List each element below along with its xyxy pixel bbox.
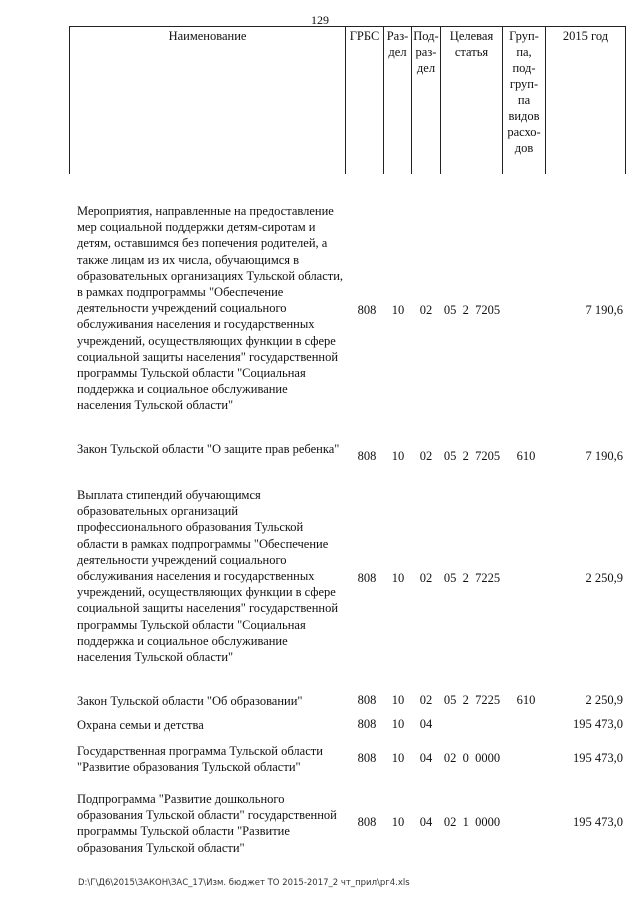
row-razdel: 10 bbox=[391, 693, 405, 707]
row-name: Закон Тульской области "Об образовании" bbox=[77, 694, 303, 708]
row-podrazdel: 02 bbox=[419, 571, 433, 585]
row-razdel: 10 bbox=[391, 717, 405, 731]
header-year: 2015 год bbox=[545, 26, 626, 174]
header-group: Груп- па, под- груп- па видов расхо- дов bbox=[502, 26, 545, 174]
header-name: Наименование bbox=[69, 26, 345, 174]
row-podrazdel: 02 bbox=[419, 693, 433, 707]
row-amount: 195 473,0 bbox=[573, 751, 623, 765]
row-amount: 195 473,0 bbox=[573, 815, 623, 829]
row-target: 05 2 7205 bbox=[443, 303, 501, 317]
page-number: 129 bbox=[311, 13, 329, 27]
row-podrazdel: 02 bbox=[419, 449, 433, 463]
row-name: Охрана семьи и детства bbox=[77, 718, 204, 732]
row-amount: 2 250,9 bbox=[585, 693, 623, 707]
header-grbs: ГРБС bbox=[345, 26, 383, 174]
row-grbs: 808 bbox=[357, 449, 377, 463]
row-amount: 2 250,9 bbox=[585, 571, 623, 585]
row-amount: 7 190,6 bbox=[585, 303, 623, 317]
file-path-footer: D:\Г\Д6\2015\ЗАКОН\ЗАС_17\Изм. бюджет ТО 2015-2017_2 чт_прил\рг4.xls bbox=[78, 878, 410, 888]
row-target: 05 2 7225 bbox=[443, 571, 501, 585]
row-name: Подпрограмма "Развитие дошкольного образования Тульской области" государственной программы Тульской области "Развитие образования Тульской области" bbox=[77, 792, 337, 855]
row-grbs: 808 bbox=[357, 717, 377, 731]
row-name: Мероприятия, направленные на предоставление мер социальной поддержки детям-сиротам и детям, оставшимся без попечения родителей, а также лицам из их числа, обучающимся в образовательных организациях Тульской области, в рамках подпрограммы "Обеспечение деятельности учреждений социального обслуживания населения и государственных учреждений, осуществляющих функции в сфере социальной защиты населения" государственной программы Тульской области "Социальная поддержка и социальное обслуживание населения Тульской области" bbox=[77, 204, 344, 413]
table-header bbox=[69, 26, 626, 174]
row-name: Выплата стипендий обучающимся образовательных организаций профессионального образования Тульской области в рамках подпрограммы "Обеспечение деятельности учреждений социального обслуживания населения и государственных учреждений, осуществляющих функции в сфере социальной защиты населения" государственной программы Тульской области "Социальная поддержка и социальное обслуживание населения Тульской области" bbox=[77, 488, 339, 665]
row-target: 02 0 0000 bbox=[443, 751, 501, 765]
header-podrazdel: Под- раз- дел bbox=[411, 26, 440, 174]
row-podrazdel: 04 bbox=[419, 751, 433, 765]
row-razdel: 10 bbox=[391, 815, 405, 829]
header-razdel: Раз- дел bbox=[383, 26, 411, 174]
row-amount: 7 190,6 bbox=[585, 449, 623, 463]
row-grbs: 808 bbox=[357, 571, 377, 585]
row-grbs: 808 bbox=[357, 693, 377, 707]
row-podrazdel: 02 bbox=[419, 303, 433, 317]
row-target: 02 1 0000 bbox=[443, 815, 501, 829]
row-grbs: 808 bbox=[357, 815, 377, 829]
row-target: 05 2 7205 bbox=[443, 449, 501, 463]
row-group: 610 bbox=[516, 693, 536, 707]
row-razdel: 10 bbox=[391, 449, 405, 463]
row-podrazdel: 04 bbox=[419, 717, 433, 731]
row-razdel: 10 bbox=[391, 571, 405, 585]
row-grbs: 808 bbox=[357, 751, 377, 765]
row-razdel: 10 bbox=[391, 751, 405, 765]
row-name: Государственная программа Тульской области "Развитие образования Тульской области" bbox=[77, 744, 323, 775]
row-grbs: 808 bbox=[357, 303, 377, 317]
row-podrazdel: 04 bbox=[419, 815, 433, 829]
row-group: 610 bbox=[516, 449, 536, 463]
row-name: Закон Тульской области "О защите прав ребенка" bbox=[77, 442, 340, 456]
row-amount: 195 473,0 bbox=[573, 717, 623, 731]
row-razdel: 10 bbox=[391, 303, 405, 317]
header-target: Целевая статья bbox=[440, 26, 502, 174]
row-target: 05 2 7225 bbox=[443, 693, 501, 707]
